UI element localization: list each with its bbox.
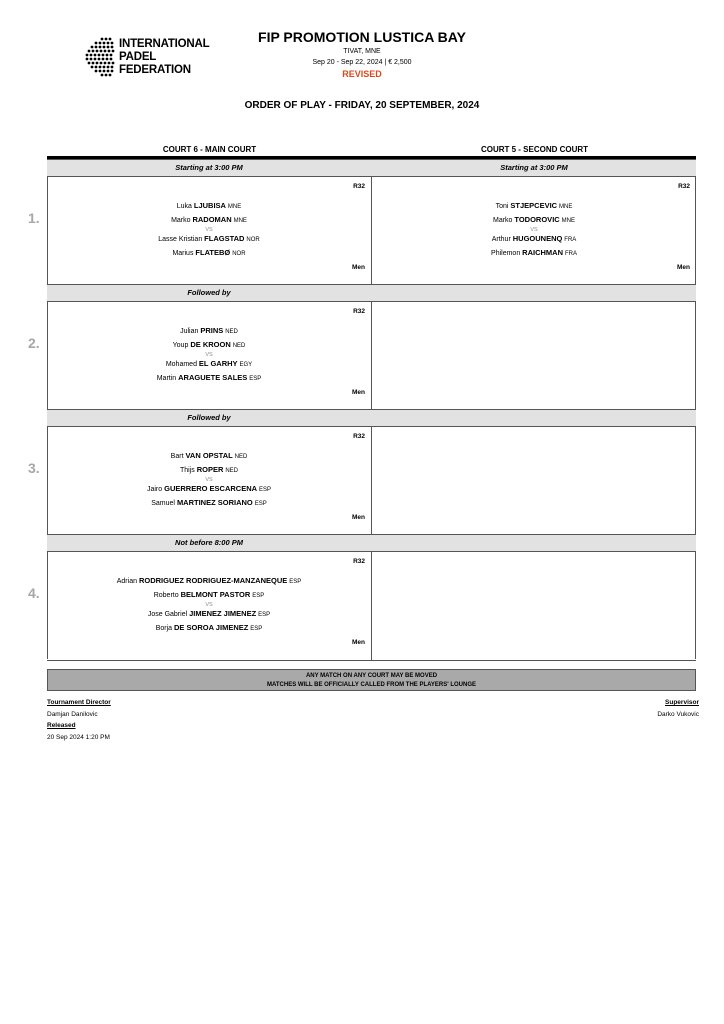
player-first-name: Bart [170, 453, 184, 460]
vs-label: VS [530, 227, 538, 233]
player-last-name: GUERRERO ESCARCENA [164, 484, 258, 493]
player-last-name: EL GARHY [198, 359, 238, 368]
tournament-dates: Sep 20 - Sep 22, 2024 | € 2,500 [312, 59, 412, 66]
player-last-name: TODOROVIC [514, 214, 560, 224]
player-country: MNE [227, 204, 242, 210]
director-name: Damjan Danilovic [47, 711, 98, 718]
match-players [372, 200, 696, 260]
match-players [47, 450, 371, 510]
player-last-name: LJUBISA [193, 201, 226, 210]
player-first-name: Borja [155, 624, 173, 632]
player-name [372, 233, 696, 247]
player-first-name: Marius [172, 249, 194, 257]
match-category: Men [352, 264, 365, 271]
supervisor-label: Supervisor [665, 699, 699, 706]
player-name [47, 325, 371, 339]
grid-bottom-border [47, 660, 696, 661]
player-name [47, 575, 371, 589]
player-last-name: RODRIGUEZ RODRIGUEZ-MANZANEQUE [138, 576, 288, 585]
player-country: FRA [564, 237, 577, 243]
tournament-location: TIVAT, MNE [343, 48, 381, 55]
player-name [47, 464, 371, 478]
player-country: ESP [259, 487, 272, 493]
player-country: NOR [246, 237, 260, 243]
player-country: NED [232, 342, 246, 349]
notice-banner [47, 669, 696, 691]
time-band [47, 409, 696, 427]
player-name [47, 608, 371, 622]
match-round: R32 [353, 308, 365, 315]
player-last-name: ROPER [196, 464, 224, 474]
row-number: 1. [28, 210, 40, 226]
notice-line-1: ANY MATCH ON ANY COURT MAY BE MOVED [305, 673, 438, 679]
player-last-name: FLATEBØ [195, 247, 231, 257]
row-number: 4. [28, 585, 40, 601]
match-cell [47, 177, 371, 284]
player-first-name: Marko [493, 216, 513, 224]
time-band [47, 159, 696, 177]
time-label-main-court: Not before 8:00 PM [175, 538, 243, 547]
player-country: ESP [250, 625, 263, 632]
time-label-main-court: Followed by [187, 288, 231, 297]
player-name [47, 214, 371, 228]
match-players [47, 200, 371, 260]
player-last-name: JIMENEZ JIMENEZ [189, 609, 257, 618]
player-last-name: BELMONT PASTOR [180, 589, 251, 599]
player-first-name: Thijs [179, 466, 195, 474]
player-country: MNE [559, 204, 573, 210]
match-category: Men [677, 264, 690, 271]
player-name [47, 247, 371, 261]
player-first-name: Marko [171, 216, 191, 224]
revised-status: REVISED [342, 69, 382, 79]
vs-label: VS [205, 352, 213, 358]
player-last-name: RADOMAN [192, 214, 232, 224]
player-first-name: Jairo [146, 486, 163, 493]
player-first-name: Roberto [153, 591, 179, 599]
player-first-name: Samuel [151, 499, 175, 507]
match-category: Men [352, 514, 365, 521]
player-country: NED [225, 329, 238, 335]
player-last-name: PRINS [200, 326, 224, 335]
player-first-name: Mohamed [165, 361, 197, 368]
tournament-title: FIP PROMOTION LUSTICA BAY [258, 29, 466, 45]
player-last-name: STJEPCEVIC [510, 201, 558, 210]
row-number: 2. [28, 335, 40, 351]
logo-line-3: FEDERATION [119, 64, 191, 76]
time-band [47, 284, 696, 302]
player-last-name: RAICHMAN [522, 247, 564, 257]
match-cell [372, 177, 696, 284]
player-country: MNE [561, 217, 575, 224]
player-name [372, 247, 696, 261]
match-category: Men [352, 639, 365, 646]
player-country: ESP [254, 500, 267, 507]
player-last-name: HUGOUNENQ [512, 234, 563, 243]
time-label-main-court: Starting at 3:00 PM [175, 163, 243, 172]
match-round: R32 [353, 433, 365, 440]
match-players [47, 325, 371, 385]
player-country: MNE [233, 217, 247, 224]
player-last-name: DE SOROA JIMENEZ [174, 622, 249, 632]
player-last-name: VAN OPSTAL [185, 451, 233, 460]
logo-line-2: PADEL [119, 51, 157, 63]
player-name [47, 339, 371, 353]
player-name [47, 483, 371, 497]
logo-line-1: INTERNATIONAL [119, 38, 210, 50]
match-round: R32 [353, 558, 365, 565]
player-first-name: Jose Gabriel [147, 611, 188, 618]
player-name [47, 450, 371, 464]
released-label: Released [47, 722, 76, 729]
player-name [47, 497, 371, 511]
vs-label: VS [205, 477, 213, 483]
time-label-second-court: Starting at 3:00 PM [500, 163, 568, 172]
player-country: NOR [232, 250, 246, 257]
court-header-second: COURT 5 - SECOND COURT [480, 145, 589, 154]
player-last-name: ARAGUETE SALES [178, 372, 248, 382]
player-name [47, 622, 371, 636]
player-name [47, 200, 371, 214]
player-country: NED [234, 454, 248, 460]
order-of-play-title: ORDER OF PLAY - FRIDAY, 20 SEPTEMBER, 2024 [244, 100, 480, 111]
notice-line-2: MATCHES WILL BE OFFICIALLY CALLED FROM THE PLAYERS' LOUNGE [267, 682, 476, 688]
player-last-name: MARTINEZ SORIANO [176, 497, 253, 507]
player-first-name: Adrian [116, 578, 137, 585]
player-name [372, 200, 696, 214]
released-value: 20 Sep 2024 1:20 PM [47, 734, 110, 741]
player-name [47, 233, 371, 247]
vs-label: VS [205, 227, 213, 233]
player-country: FRA [564, 250, 577, 257]
player-name [47, 372, 371, 386]
player-last-name: FLAGSTAD [204, 234, 245, 243]
row-number: 3. [28, 460, 40, 476]
player-first-name: Luka [176, 203, 192, 210]
player-country: EGY [239, 362, 253, 368]
time-label-main-court: Followed by [187, 413, 231, 422]
player-name [372, 214, 696, 228]
player-country: ESP [249, 375, 262, 382]
player-country: ESP [258, 612, 271, 618]
player-name [47, 358, 371, 372]
director-label: Tournament Director [47, 699, 111, 706]
player-first-name: Arthur [491, 236, 511, 243]
player-country: ESP [252, 592, 265, 599]
player-last-name: DE KROON [190, 339, 231, 349]
match-cell [47, 302, 371, 409]
supervisor-name: Darko Vukovic [657, 711, 699, 718]
match-round: R32 [353, 183, 365, 190]
player-first-name: Julian [180, 328, 199, 335]
time-band [47, 534, 696, 552]
player-first-name: Youp [172, 341, 189, 349]
match-round: R32 [678, 183, 690, 190]
vs-label: VS [205, 602, 213, 608]
player-first-name: Philemon [491, 249, 521, 257]
player-country: ESP [289, 579, 302, 585]
court-header-main: COURT 6 - MAIN COURT [162, 145, 257, 154]
match-category: Men [352, 389, 365, 396]
player-name [47, 589, 371, 603]
order-of-play-grid [47, 156, 696, 661]
player-first-name: Toni [495, 203, 509, 210]
match-cell [47, 427, 371, 534]
match-cell [47, 552, 371, 659]
player-first-name: Martin [156, 374, 177, 382]
player-country: NED [225, 467, 239, 474]
match-players [47, 575, 371, 635]
player-first-name: Lasse Kristian [158, 236, 203, 243]
